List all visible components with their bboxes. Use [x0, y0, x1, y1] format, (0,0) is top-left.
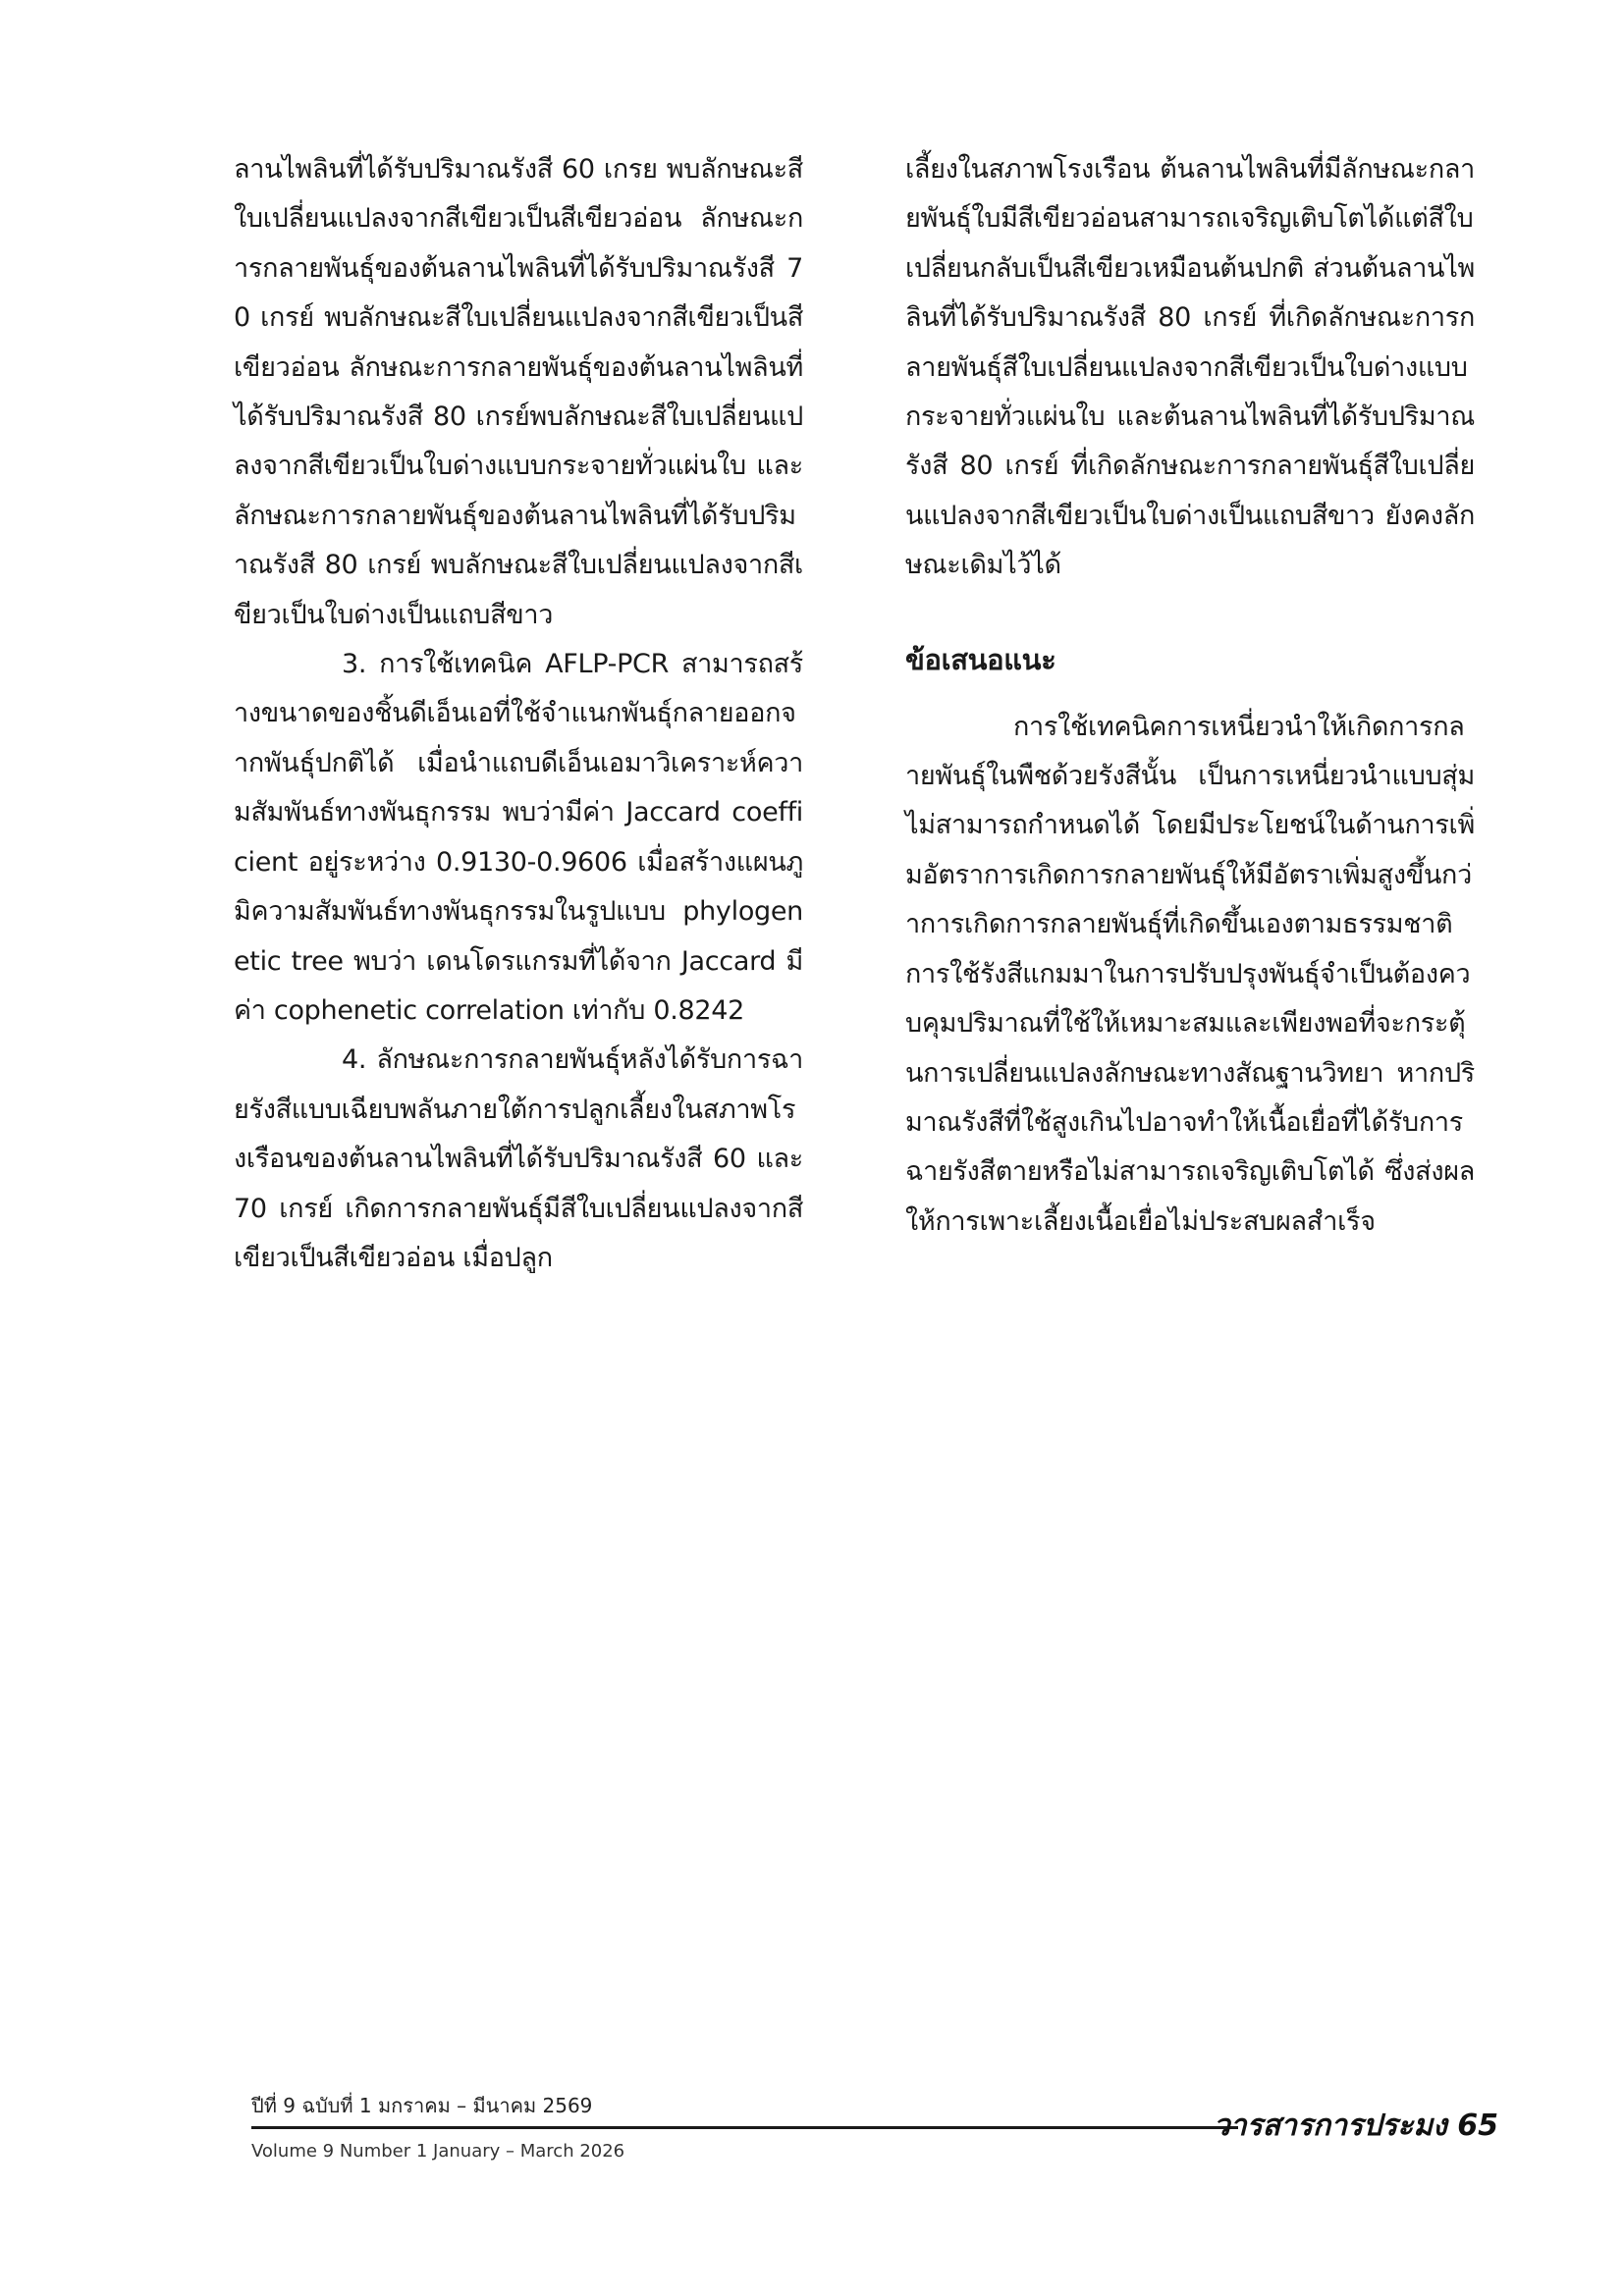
body-paragraph-continued: เลี้ยงในสภาพโรงเรือน ต้นลานไพลินที่มีลักษณะกลายพันธุ์ใบมีสีเขียวอ่อนสามารถเจริญเติบโตได้แต่สีใบเปลี่ยนกลับเป็นสีเขียวเหมือนต้นปกติ ส่วนต้นลานไพลินที่ได้รับปริมาณรังสี 80 เกรย์ ที่เกิดลักษณะการกลายพันธุ์สีใบเปลี่ยนแปลงจากสีเขียวเป็นใบด่างแบบกระจายทั่วแผ่นใบ และต้นลานไพลินที่ได้รับปริมาณรังสี 80 เกรย์ ที่เกิดลักษณะการกลายพันธุ์สีใบเปลี่ยนแปลงจากสีเขียวเป็นใบด่างเป็นแถบสีขาว ยังคงลักษณะเดิมไว้ได้: [905, 154, 1475, 581]
right-column: [905, 145, 1475, 1247]
left-column: [234, 145, 803, 1283]
section-heading-suggestions: ข้อเสนอแนะ: [905, 642, 1056, 676]
footer-issue-thai: ปีที่ 9 ฉบับที่ 1 มกราคม – มีนาคม 2569: [251, 2094, 593, 2117]
page-footer: [251, 2089, 1498, 2177]
body-paragraph-4: 4. ลักษณะการกลายพันธุ์หลังได้รับการฉายรังสีแบบเฉียบพลันภายใต้การปลูกเลี้ยงในสภาพโรงเรือนของต้นลานไพลินที่ได้รับปริมาณรังสี 60 และ 70 เกรย์ เกิดการกลายพันธุ์มีสีใบเปลี่ยนแปลงจากสีเขียวเป็นสีเขียวอ่อน เมื่อปลูก: [234, 1044, 803, 1273]
body-paragraph-3: 3. การใช้เทคนิค AFLP-PCR สามารถสร้างขนาดของชิ้นดีเอ็นเอที่ใช้จำแนกพันธุ์กลายออกจากพันธุ์ปกติได้ เมื่อนำแถบดีเอ็นเอมาวิเคราะห์ความสัมพันธ์ทางพันธุกรรม พบว่ามีค่า Jaccard coefficient อยู่ระหว่าง 0.9130-0.9606 เมื่อสร้างแผนภูมิความสัมพันธ์ทางพันธุกรรมในรูปแบบ phylogenetic tree พบว่า เดนโดรแกรมที่ได้จาก Jaccard มีค่า cophenetic correlation เท่ากับ 0.8242: [234, 649, 803, 1026]
footer-issue-english: Volume 9 Number 1 January – March 2026: [251, 2141, 625, 2162]
footer-divider: [251, 2126, 1238, 2129]
body-paragraph-suggestion: การใช้เทคนิคการเหนี่ยวนำให้เกิดการกลายพันธุ์ในพืชด้วยรังสีนั้น เป็นการเหนี่ยวนำแบบสุ่ม ไม่สามารถกำหนดได้ โดยมีประโยชน์ในด้านการเพิ่มอัตราการเกิดการกลายพันธุ์ให้มีอัตราเพิ่มสูงขึ้นกว่าการเกิดการกลายพันธุ์ที่เกิดขึ้นเองตามธรรมชาติ การใช้รังสีแกมมาในการปรับปรุงพันธุ์จำเป็นต้องควบคุมปริมาณที่ใช้ให้เหมาะสมและเพียงพอที่จะกระตุ้นการเปลี่ยนแปลงลักษณะทางสัณฐานวิทยา หากปริมาณรังสีที่ใช้สูงเกินไปอาจทำให้เนื้อเยื่อที่ได้รับการฉายรังสีตายหรือไม่สามารถเจริญเติบโตได้ ซึ่งส่งผลให้การเพาะเลี้ยงเนื้อเยื่อไม่ประสบผลสำเร็จ: [905, 711, 1475, 1237]
footer-journal-page-number: วารสารการประมง 65: [1213, 2109, 1498, 2143]
body-paragraph-intro: ลานไพลินที่ได้รับปริมาณรังสี 60 เกรย พบลักษณะสีใบเปลี่ยนแปลงจากสีเขียวเป็นสีเขียวอ่อน ลักษณะการกลายพันธุ์ของต้นลานไพลินที่ได้รับปริมาณรังสี 70 เกรย์ พบลักษณะสีใบเปลี่ยนแปลงจากสีเขียวเป็นสีเขียวอ่อน ลักษณะการกลายพันธุ์ของต้นลานไพลินที่ได้รับปริมาณรังสี 80 เกรย์พบลักษณะสีใบเปลี่ยนแปลงจากสีเขียวเป็นใบด่างแบบกระจายทั่วแผ่นใบ และลักษณะการกลายพันธุ์ของต้นลานไพลินที่ได้รับปริมาณรังสี 80 เกรย์ พบลักษณะสีใบเปลี่ยนแปลงจากสีเขียวเป็นใบด่างเป็นแถบสีขาว: [234, 154, 803, 630]
